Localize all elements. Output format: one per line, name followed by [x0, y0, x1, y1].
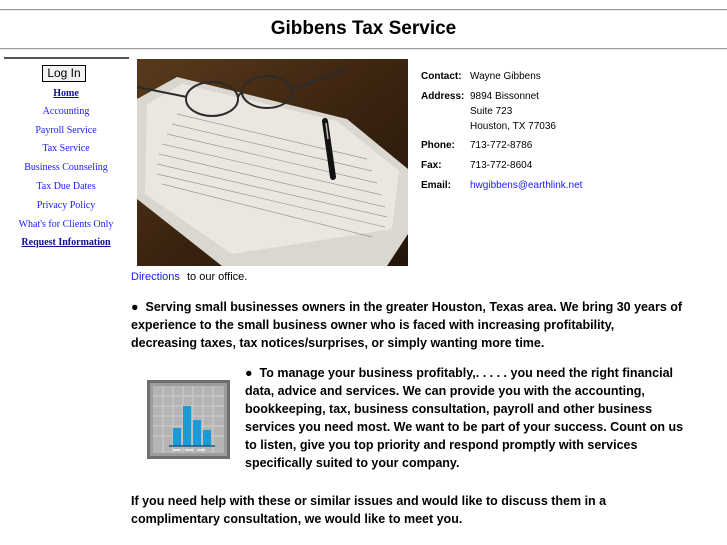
- sidebar-item-tax-service[interactable]: Tax Service: [42, 143, 90, 154]
- address-label: Address:: [421, 91, 465, 102]
- sidebar-item-accounting[interactable]: Accounting: [42, 106, 90, 117]
- paragraph-1-line-2: experience to the small business owner who is faced with increasing profitability,: [131, 318, 615, 332]
- paragraph-3: [131, 492, 726, 528]
- phone-value: 713-772-8786: [470, 140, 533, 151]
- sidebar-item-home[interactable]: Home: [53, 88, 79, 99]
- paragraph-2-line-4: services you need most. We want to be part of your success. Count on us: [245, 420, 684, 434]
- sidebar-item-payroll-service[interactable]: Payroll Service: [35, 125, 97, 136]
- email-label: Email:: [421, 180, 452, 191]
- top-rule: [0, 9, 727, 11]
- fax-label: Fax:: [421, 160, 442, 171]
- paragraph-3-line-1: If you need help with these or similar issues and would like to discuss them in a: [131, 494, 607, 508]
- sidebar-item-clients-only[interactable]: What's for Clients Only: [18, 219, 114, 230]
- header-rule: [0, 48, 727, 50]
- paragraph-2-line-5: to listen, give you top priority and respond promptly with services: [245, 438, 638, 452]
- sidebar-item-privacy-policy[interactable]: Privacy Policy: [36, 200, 96, 211]
- paragraph-1-line-3: decreasing taxes, tax notices/surprises, or simply wanting more time.: [131, 336, 545, 350]
- contact-name: Wayne Gibbens: [470, 71, 541, 82]
- paragraph-2-line-2: data, advice and services. We can provide you with the accounting,: [245, 384, 645, 398]
- bullet-icon: ●: [131, 300, 139, 314]
- paragraph-1: [131, 298, 726, 352]
- paragraph-2-line-1: To manage your business profitably,. . . . . you need the right financial: [259, 366, 674, 380]
- sidebar-item-tax-due-dates[interactable]: Tax Due Dates: [36, 181, 96, 192]
- address-line-2: Suite 723: [470, 106, 513, 117]
- paragraph-2: [245, 364, 725, 472]
- phone-label: Phone:: [421, 140, 455, 151]
- bullet-icon: ●: [245, 366, 253, 380]
- tax-forms-photo: [137, 59, 408, 266]
- email-link[interactable]: hwgibbens@earthlink.net: [470, 180, 583, 191]
- paragraph-3-line-2: complimentary consultation, we would like to meet you.: [131, 512, 463, 526]
- bar-chart-icon: [147, 380, 230, 459]
- address-line-1: 9894 Bissonnet: [470, 91, 539, 102]
- directions-text: to our office.: [187, 271, 248, 283]
- contact-label: Contact:: [421, 71, 462, 82]
- login-button[interactable]: Log In: [42, 65, 86, 82]
- sidebar-rule: [4, 57, 129, 59]
- paragraph-1-line-1: Serving small businesses owners in the greater Houston, Texas area. We bring 30 years of: [145, 300, 683, 314]
- sidebar-item-request-information[interactable]: Request Information: [21, 237, 111, 248]
- paragraph-2-line-3: bookkeeping, tax, business consultation, payroll and other business: [245, 402, 653, 416]
- paragraph-2-line-6: specifically suited to your company.: [245, 456, 460, 470]
- address-line-3: Houston, TX 77036: [470, 121, 556, 132]
- fax-value: 713-772-8604: [470, 160, 533, 171]
- site-title: Gibbens Tax Service: [270, 18, 457, 39]
- sidebar-item-business-counseling[interactable]: Business Counseling: [24, 162, 108, 173]
- directions-link[interactable]: Directions: [131, 271, 180, 283]
